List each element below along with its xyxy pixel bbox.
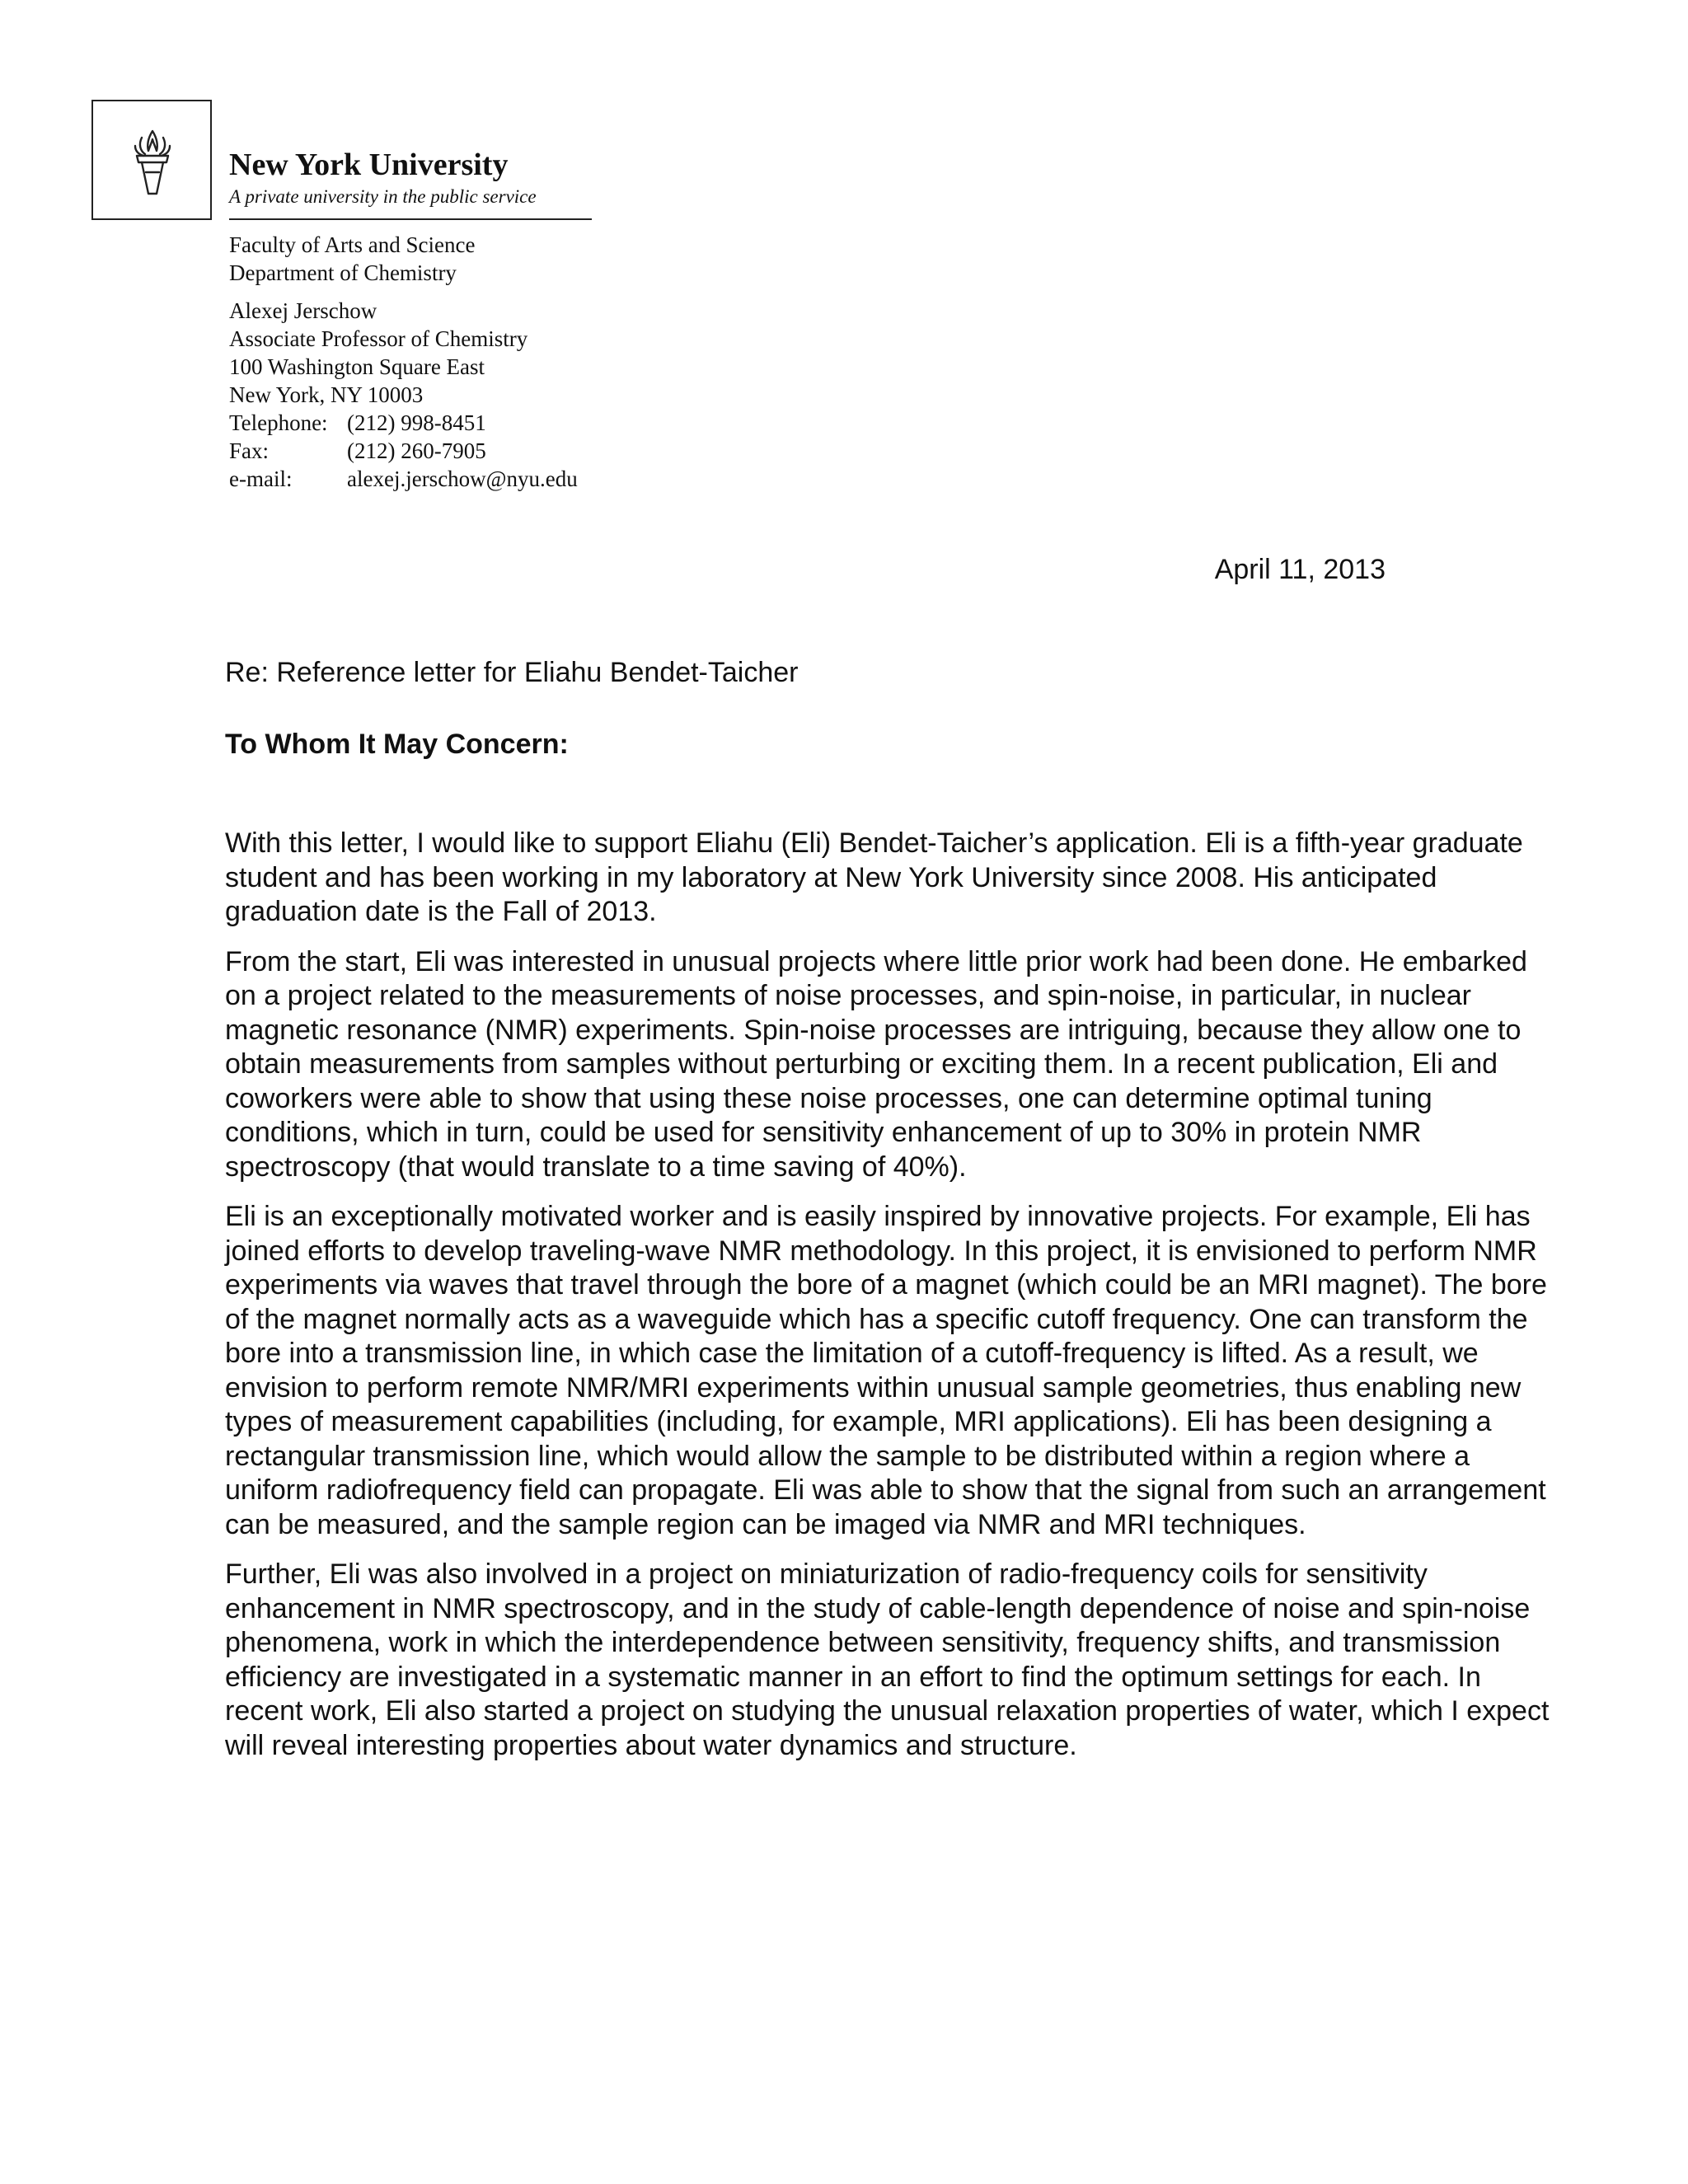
letter-date: April 11, 2013 <box>1214 554 1386 585</box>
torch-icon <box>124 126 181 197</box>
fax-label: Fax: <box>229 438 270 463</box>
city-state-zip: New York, NY 10003 <box>229 382 424 407</box>
email-label: e-mail: <box>229 466 293 491</box>
email-value: alexej.jerschow@nyu.edu <box>347 466 578 491</box>
telephone-label: Telephone: <box>229 410 328 435</box>
sender-title: Associate Professor of Chemistry <box>229 326 528 351</box>
fax-value: (212) 260-7905 <box>347 438 486 463</box>
street-address: 100 Washington Square East <box>229 354 485 379</box>
subject-line: Re: Reference letter for Eliahu Bendet-Taicher <box>225 657 799 688</box>
university-logo <box>91 100 212 220</box>
paragraph: With this letter, I would like to support Eliahu (Eli) Bendet-Taicher’s application. Eli is a fifth-year graduate student and has been working in my laboratory at New York University since 2008. His anticipated graduation date is the Fall of 2013. <box>225 827 1523 927</box>
department: Department of Chemistry <box>229 260 457 285</box>
sender-name: Alexej Jerschow <box>229 298 377 323</box>
faculty: Faculty of Arts and Science <box>229 232 476 257</box>
salutation: To Whom It May Concern: <box>225 729 569 760</box>
header-divider <box>229 218 592 220</box>
telephone-row <box>229 409 578 437</box>
paragraph: Eli is an exceptionally motivated worker and is easily inspired by innovative projects. For example, Eli has joined efforts to develop traveling-wave NMR methodology. In this project, it is envisioned to perform NMR experiments via waves that travel through the bore of a magnet (which could be an MRI magnet). The bore of the magnet normally acts as a waveguide which has a specific cutoff frequency. One can transform the bore into a transmission line, in which case the limitation of a cutoff-frequency is lifted. As a result, we envision to perform remote NMR/MRI experiments within unusual sample geometries, thus enabling new types of measurement capabilities (including, for example, MRI applications). Eli has been designing a rectangular transmission line, which would allow the sample to be distributed within a region where a uniform radiofrequency field can propagate. Eli was able to show that the signal from such an arrangement can be measured, and the sample region can be imaged via NMR and MRI techniques. <box>225 1201 1547 1540</box>
paragraph: From the start, Eli was interested in unusual projects where little prior work had been done. He embarked on a project related to the measurements of noise processes, and spin-noise, in particular, in nuclear magnetic resonance (NMR) experiments. Spin-noise processes are intriguing, because they allow one to obtain measurements from samples without perturbing or exciting them. In a recent publication, Eli and coworkers were able to show that using these noise processes, one can determine optimal tuning conditions, which in turn, could be used for sensitivity enhancement of up to 30% in protein NMR spectroscopy (that would translate to a time saving of 40%). <box>225 945 1527 1183</box>
university-name: New York University <box>229 148 509 182</box>
sender-block <box>229 231 578 493</box>
letter-body <box>225 827 1552 1779</box>
email-row <box>229 465 578 493</box>
paragraph: Further, Eli was also involved in a project on miniaturization of radio-frequency coils for sensitivity enhancement in NMR spectroscopy, and in the study of cable-length dependence of noise and spin-noise phenomena, work in which the interdependence between sensitivity, frequency shifts, and transmission efficiency are investigated in a systematic manner in an effort to find the optimum settings for each. In recent work, Eli also started a project on studying the unusual relaxation properties of water, which I expect will reveal interesting properties about water dynamics and structure. <box>225 1558 1550 1761</box>
fax-row <box>229 437 578 465</box>
telephone-value: (212) 998-8451 <box>347 410 486 435</box>
university-tagline: A private university in the public service <box>229 186 537 207</box>
